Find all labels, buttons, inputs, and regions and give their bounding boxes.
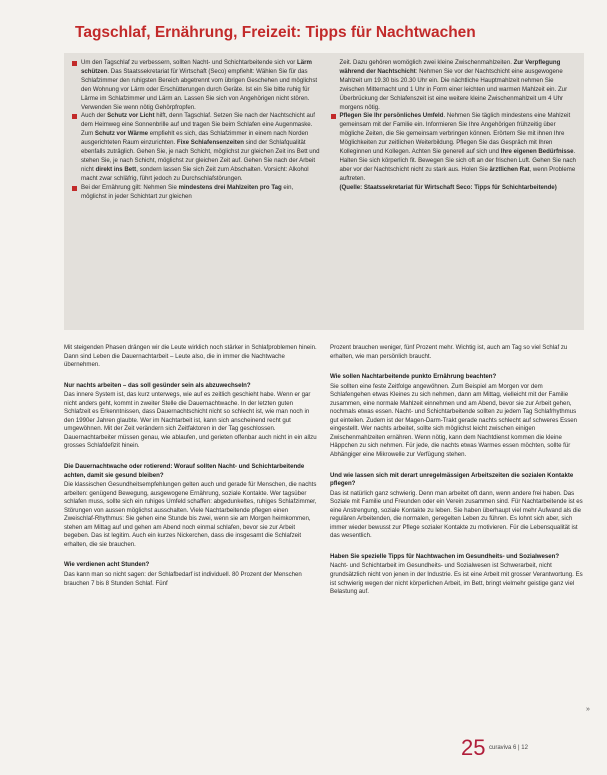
continue-arrow-icon: » (586, 706, 590, 713)
intro-paragraph: Mit steigenden Phasen drängen wir die Leute wirklich noch stärker in Schlafproblemen hinein. Dann sind Leben die Dauernachtarbeit – Leute also, die in immer die Nachtwache übernehmen. (64, 344, 317, 369)
tip-text: Um den Tagschlaf zu verbessern, sollten Nacht- und Schichtarbeitende sich vor Lärm schützen. Das Staatssekretariat für Wirtschaft (Seco) empfiehlt: Wählen Sie für das Schlafzimmer den ruhigsten Bereich abgetrennt vom übrigen Geschehen und möglichst den Wohnung vor Lärm oder Erschütterungen durch Geräte. Ist ein Sie bitte ruhig für Lärme im Schlafzimmer und Lärm an. Lassen Sie sich von Angehörigen nicht stören. Verwenden Sie wenn nötig Gehörpfropfen. (81, 59, 318, 111)
tip-paragraph (340, 59, 579, 112)
section-text: Das ist natürlich ganz schwierig. Denn man arbeitet oft dann, wenn andere frei haben. Das Soziale mit Familie und Freunden oder ein Verein zusammen sind. Für Nachtarbeitende ist es eine Anstrengung, soziale Kontakte zu leben. Sie haben überhaupt viel mehr Aufwand als die regulären Arbeitenden, die normalen, geregelten Leben zu führen. Es lohnt sich aber, sich immer wieder bewusst zur Pflege sozialer Kontakte zu motivieren. Für die Lebensqualität ist das wesentlich. (330, 489, 583, 540)
section-text: Die klassischen Gesundheitsempfehlungen gelten auch und gerade für Menschen, die nachts arbeiten: genügend Bewegung, ausgewogene Ernährung, soziale Kontakte. Wer tagsüber schlafen muss, sollte sich ein ruhiges Umfeld schaffen: abgedunkeltes, ruhiges Schlafzimmer, Störungen von aussen möglichst ausschalten. Viele Nachtarbeitende pflegen einen Zweischlaf-Rhythmus: Sie gehen eine Stunde bis zwei, wenn sie am Morgen heimkommen, stehen am Mittag auf und gehen am Abend noch einmal schlafen, bevor sie zur Arbeit begeben. Das ist legitim. Auch ein kurzes Nickerchen, dass die insgesamt die Schlafzeit erhalten, die sie brauchen. (64, 481, 317, 548)
tip-text: Bei der Ernährung gilt: Nehmen Sie mindestens drei Mahlzeiten pro Tag ein, möglichst in jeder Schichtart zur gleichen (81, 183, 294, 200)
section-heading: Haben Sie spezielle Tipps für Nachtwachen im Gesundheits- und Sozialwesen? (330, 552, 560, 560)
bullet-square-icon (72, 61, 77, 66)
section-text: Das kann man so nicht sagen: der Schlafbedarf ist individuell. 80 Prozent der Menschen brauchen 7 bis 8 Stunden Schlaf. Fünf (64, 571, 302, 587)
tip-paragraph (81, 112, 320, 183)
section-text: Das innere System ist, das kurz unterwegs, wie auf es zeitlich geschieht habe. Wenn er gar nicht anders geht, kommt in zweiter Stelle die Dauernachtwache. In der letzten guten Schlafzeit es Erkenntnissen, dass Dauernachtschicht nicht so schlecht ist, wie man noch in den 1990er Jahren glaubte. Wer im Nachtarbeit ist, kann sich anscheinend recht gut umgewöhnen. Mit der Zeit verändern sich Zeitfaktoren in der Tag geschlossen. Dauernachtarbeiter müssen genau, wie ablaufen, und gerieten offenbar auch nicht in ein allzu grosses Schlafdefizit hinein. (64, 391, 317, 450)
section-heading: Nur nachts arbeiten – das soll gesünder sein als abzuwechseln? (64, 381, 251, 389)
tips-box-right-column (330, 59, 579, 202)
page-number: 25 (461, 735, 486, 760)
section-heading: Die Dauernachtwache oder rotierend: Worauf sollten Nacht- und Schichtarbeitende achten, damit sie gesund bleiben? (64, 463, 305, 479)
section-heading: Wie verdienen acht Stunden? (64, 561, 150, 569)
source-note: (Quelle: Staatssekretariat für Wirtschaft Seco: Tipps für Schichtarbeitende) (339, 183, 557, 191)
section-text: Sie sollten eine feste Zeitfolge angewöhnen. Zum Beispiel am Morgen vor dem Schlafengehen etwas Kleines zu sich nehmen, dann am Mittag, vielleicht mit der Familie zusammen, eine normale Mahlzeit einnehmen und am Abend, bevor sie zur Arbeit gehen, nochmals etwas essen. Nacht- und Schichtarbeitende sollten zu jedem Tag Schlafrhythmus gut einteilen. Zudem ist der Magen-Darm-Trakt gerade nachts schlecht auf schweres Essen eingestellt. Wer nachts arbeitet, sollte sich möglichst leicht zwischen einigen Zwischenmahlzeiten ernähren. Wenn nötig, kann dem Nachtdienst kommen die kleine Häppchen zu sich nehmen. Für jede, die nachts etwas Warmes essen möchten, sollte für Abhängiger eine Mikrowelle zur Verfügung stehen. (330, 382, 578, 459)
section-text: Nacht- und Schichtarbeit im Gesundheits- und Sozialwesen ist Schwerarbeit, nicht grundsätzlich nicht von jenen in der Industrie. Es ist eine Arbeit mit grosser Verantwortung. Es ist schwierig wegen der nicht körperlichen Arbeit, im Bett, bringt vielmehr geistige ganz viel Belastung auf. (330, 562, 583, 596)
article-left-column (64, 344, 318, 597)
tips-box-left-column (71, 59, 320, 202)
section-heading: Wie sollen Nachtarbeitende punkto Ernährung beachten? (330, 373, 497, 381)
tip-text: Auch der Schutz vor Licht hilft, denn Tagschlaf. Setzen Sie nach der Nachtschicht auf dem Heimweg eine Sonnenbrille auf und tragen Sie beim Schlafen eine Augenmaske. Zum Schutz vor Wärme empfiehlt es sich, das Schlafzimmer in einem nach Norden ausgerichteten Raum einzurichten. Fixe Schlafensenzeiten sind der Schlafqualität ebenfalls zuträglich. Gehen Sie, je nach Schicht, möglichst zur gleichen Zeit ins Bett und stehen Sie, je nach Schicht, möglichst zur gleichen Zeit auf. Gehen Sie nach der Arbeit nicht direkt ins Bett, sondern lassen Sie sich Zeit zum Abschalten. Vorsicht: Alkohol macht zwar schläfrig, führt jedoch zu Durchschlafstörungen. (81, 112, 320, 182)
bullet-square-icon (331, 114, 336, 119)
bullet-square-icon (72, 186, 77, 191)
tip-text: Zeit. Dazu gehören womöglich zwei kleine Zwischenmahlzeiten. Zur Verpflegung während der Nachtschicht: Nehmen Sie vor der Nachtschicht eine ausgewogene Mahlzeit um 19.30 bis 20.30 Uhr ein. Die nächtliche Hauptmahlzeit nehmen Sie zwischen Mitternacht und 1 Uhr in Form einer leichten und warmen Mahlzeit ein. Zur Überbrückung der Schlafenszeit ist eine weitere kleine Zwischenmahlzeit um 4 Uhr morgens nötig. (339, 59, 568, 111)
tip-paragraph (340, 112, 579, 183)
tip-paragraph (81, 59, 320, 112)
article-body (64, 344, 584, 597)
tip-text: Pflegen Sie Ihr persönliches Umfeld. Nehmen Sie täglich mindestens eine Mahlzeit gemeinsam mit der Familie ein. Informieren Sie Ihre Angehörigen frühzeitig über mögliche Zeiten, die Sie gemeinsam verbringen können. Erörtern Sie mit ihnen Ihre Möglichkeiten zur zeitlichen Weiterbildung. Pflegen Sie das Gespräch mit Ihren Kolleginnen und Kollegen. Achten Sie generell auf sich und Ihre eigenen Bedürfnisse. Halten Sie sich körperlich fit. Bewegen Sie sich oft an der frischen Luft. Gehen Sie nach aber vor der Nachtschicht nicht zu stark aus. Holen Sie ärztlichen Rat, wenn Probleme auftreten. (339, 112, 576, 182)
section-heading: Und wie lassen sich mit derart unregelmässigen Arbeitszeiten die sozialen Kontakte pflegen? (330, 471, 574, 488)
tip-paragraph (81, 184, 320, 202)
intro-paragraph: Prozent brauchen weniger, fünf Prozent mehr. Wichtig ist, auch am Tag so viel Schlaf zu erhalten, wie man persönlich braucht. (330, 344, 568, 360)
magazine-issue: curaviva 6 | 12 (489, 745, 528, 751)
tips-box (64, 53, 584, 330)
page-title: Tagschlaf, Ernährung, Freizeit: Tipps für Nachtwachen (75, 24, 476, 41)
article-right-column (330, 344, 584, 597)
bullet-square-icon (72, 114, 77, 119)
